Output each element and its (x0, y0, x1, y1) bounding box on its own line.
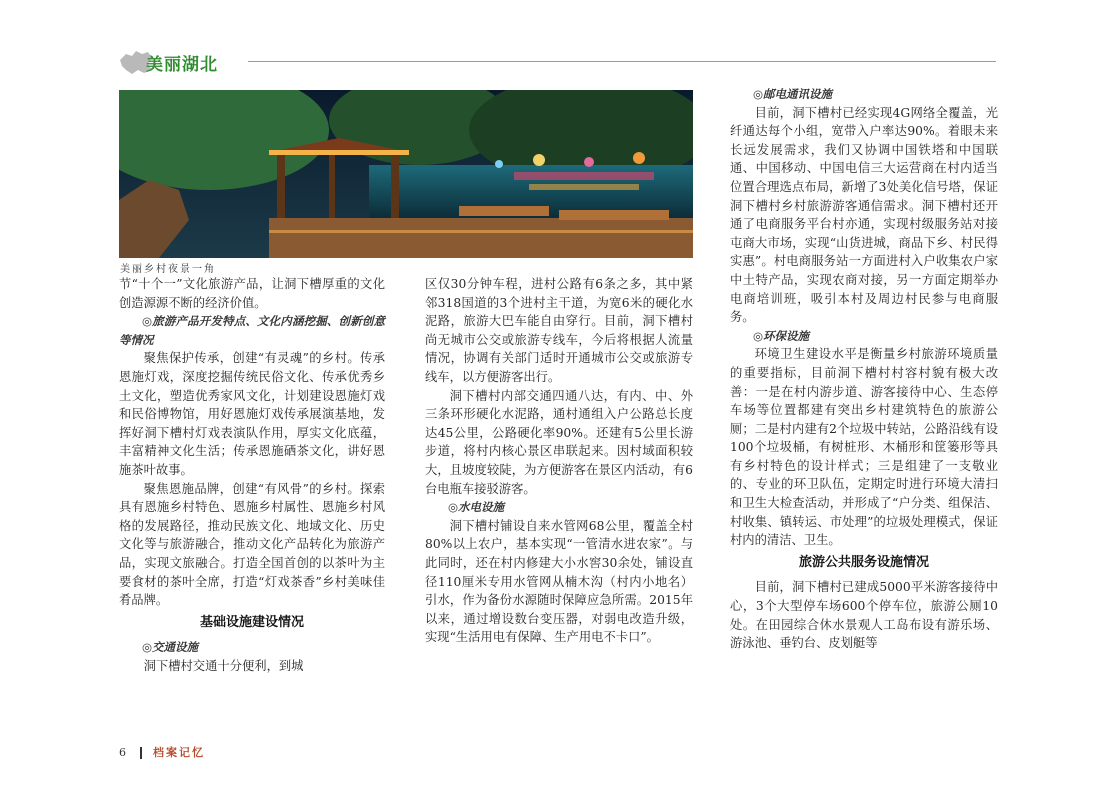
paragraph: 区仅30分钟车程，进村公路有6条之多，其中紧邻318国道的3个进村主干道，为宽6米的硬化水泥路，旅游大巴车能自由穿行。目前，洞下槽村尚无城市公交或旅游专线车，今后将根据人流量情况，协调有关部门适时开通城市公交或旅游专线车，以方便游客出行。 (425, 277, 693, 384)
paragraph: 聚焦恩施品牌，创建“有风骨”的乡村。探索具有恩施乡村特色、恩施乡村属性、恩施乡村风格的发展路径，推动民族文化、地域文化、历史文化等与旅游融合，推动文化产品转化为旅游产品，实现文旅融合。打造全国首创的以茶叶为主要食材的茶叶全席，打造“灯戏茶香”乡村美味佳肴品牌。 (119, 481, 385, 608)
subsection-heading: ◎交通设施 (142, 640, 199, 655)
paragraph: 目前，洞下槽村已经实现4G网络全覆盖，光纤通达每个小组，宽带入户率达90%。着眼未来长远发展需求，我们又协调中国铁塔和中国联通、中国移动、中国电信三大运营商在村内适当位置合理选点布局，新增了3处美化信号塔，保证洞下槽村乡村旅游游客通信需求。洞下槽村还开通了电商服务平台村亦通，实现村级服务站对接屯商大市场，实现“山货进城，商品下乡、村民得实惠”。村电商服务站一方面进村入户收集农户家中土特产品，实现农商对接，另一方面定期举办电商培训班，吸引本村及周边村民参与电商服务。 (730, 105, 998, 325)
photo-caption: 美丽乡村夜景一角 (120, 264, 216, 275)
paragraph: 聚焦保护传承，创建“有灵魂”的乡村。传承恩施灯戏，深度挖掘传统民俗文化、传承优秀乡土文化，塑造优秀家风文化，计划建设恩施灯戏和民俗博物馆，用好恩施灯戏传承展演基地，发挥好洞下槽村灯戏表演队作用，厚实文化底蕴，丰富精神文化生活；传承恩施硒茶文化，讲好恩施茶叶故事。 (119, 351, 385, 477)
footer-divider (140, 747, 142, 759)
header-rule (248, 61, 996, 62)
section-heading: 基础设施建设情况 (199, 614, 304, 630)
paragraph: 节“十个一”文化旅游产品，让洞下槽厚重的文化创造源源不断的经济价值。 (119, 277, 385, 310)
night-village-photo (119, 90, 693, 258)
section-heading: 旅游公共服务设施情况 (798, 554, 929, 570)
paragraph: 洞下槽村铺设自来水管网68公里，覆盖全村80%以上农户，基本实现“一管清水进农家”。与此同时，还在村内修建大小水窖30余处，铺设直径110厘米专用水管网从楠木沟（村内小地名）引水，作为备份水源随时保障应急所需。2015年以来，通过增设数台变压器，对弱电改造升级，实现“生活用电有保障、生产用电不卡口”。 (425, 518, 693, 645)
text-column-1 (119, 275, 385, 675)
text-column-3 (730, 85, 998, 653)
subsection-heading: ◎环保设施 (753, 328, 810, 343)
magazine-name: 档案记忆 (153, 746, 205, 759)
paragraph: 目前，洞下槽村已建成5000平米游客接待中心，3个大型停车场600个停车位，旅游公厕10处。在田园综合休水景观人工岛布设有游乐场、游泳池、垂钓台、皮划艇等 (730, 580, 998, 651)
subsection-heading: ◎邮电通讯设施 (753, 87, 833, 101)
text-column-2 (425, 275, 693, 647)
subsection-heading: ◎水电设施 (448, 500, 505, 515)
page-footer (119, 744, 205, 760)
subsection-heading: ◎旅游产品开发特点、文化内涵挖掘、创新创意等情况 (119, 314, 385, 347)
page-header (118, 42, 998, 82)
page-number: 6 (119, 746, 126, 759)
paragraph: 洞下槽村交通十分便利，到城 (143, 658, 304, 673)
paragraph: 环境卫生建设水平是衡量乡村旅游环境质量的重要指标，目前洞下槽村村容村貌有极大改善：一是在村内游步道、游客接待中心、生态停车场等位置都建有突出乡村建筑特色的旅游公厕；二是村内建有2个垃圾中转站，公路沿线有设100个垃圾桶，有树桩形、木桶形和筐篓形等具有乡村特色的设计样式；三是组建了一支敬业的、专业的环卫队伍，定期定时进行环境大清扫和卫生大检查活动，并形成了“户分类、组保洁、村收集、镇转运、市处理”的垃圾处理模式，保证村内的清洁、卫生。 (730, 347, 998, 548)
paragraph: 洞下槽村内部交通四通八达，有内、中、外三条环形硬化水泥路，通村通组入户公路总长度达45公里，公路硬化率90%。还建有5公里长游步道，将村内核心景区串联起来。因村域面积较大，且坡度较陡，为方便游客在景区内活动，有6台电瓶车接驳游客。 (425, 388, 693, 496)
section-title: 美丽湖北 (146, 55, 218, 75)
